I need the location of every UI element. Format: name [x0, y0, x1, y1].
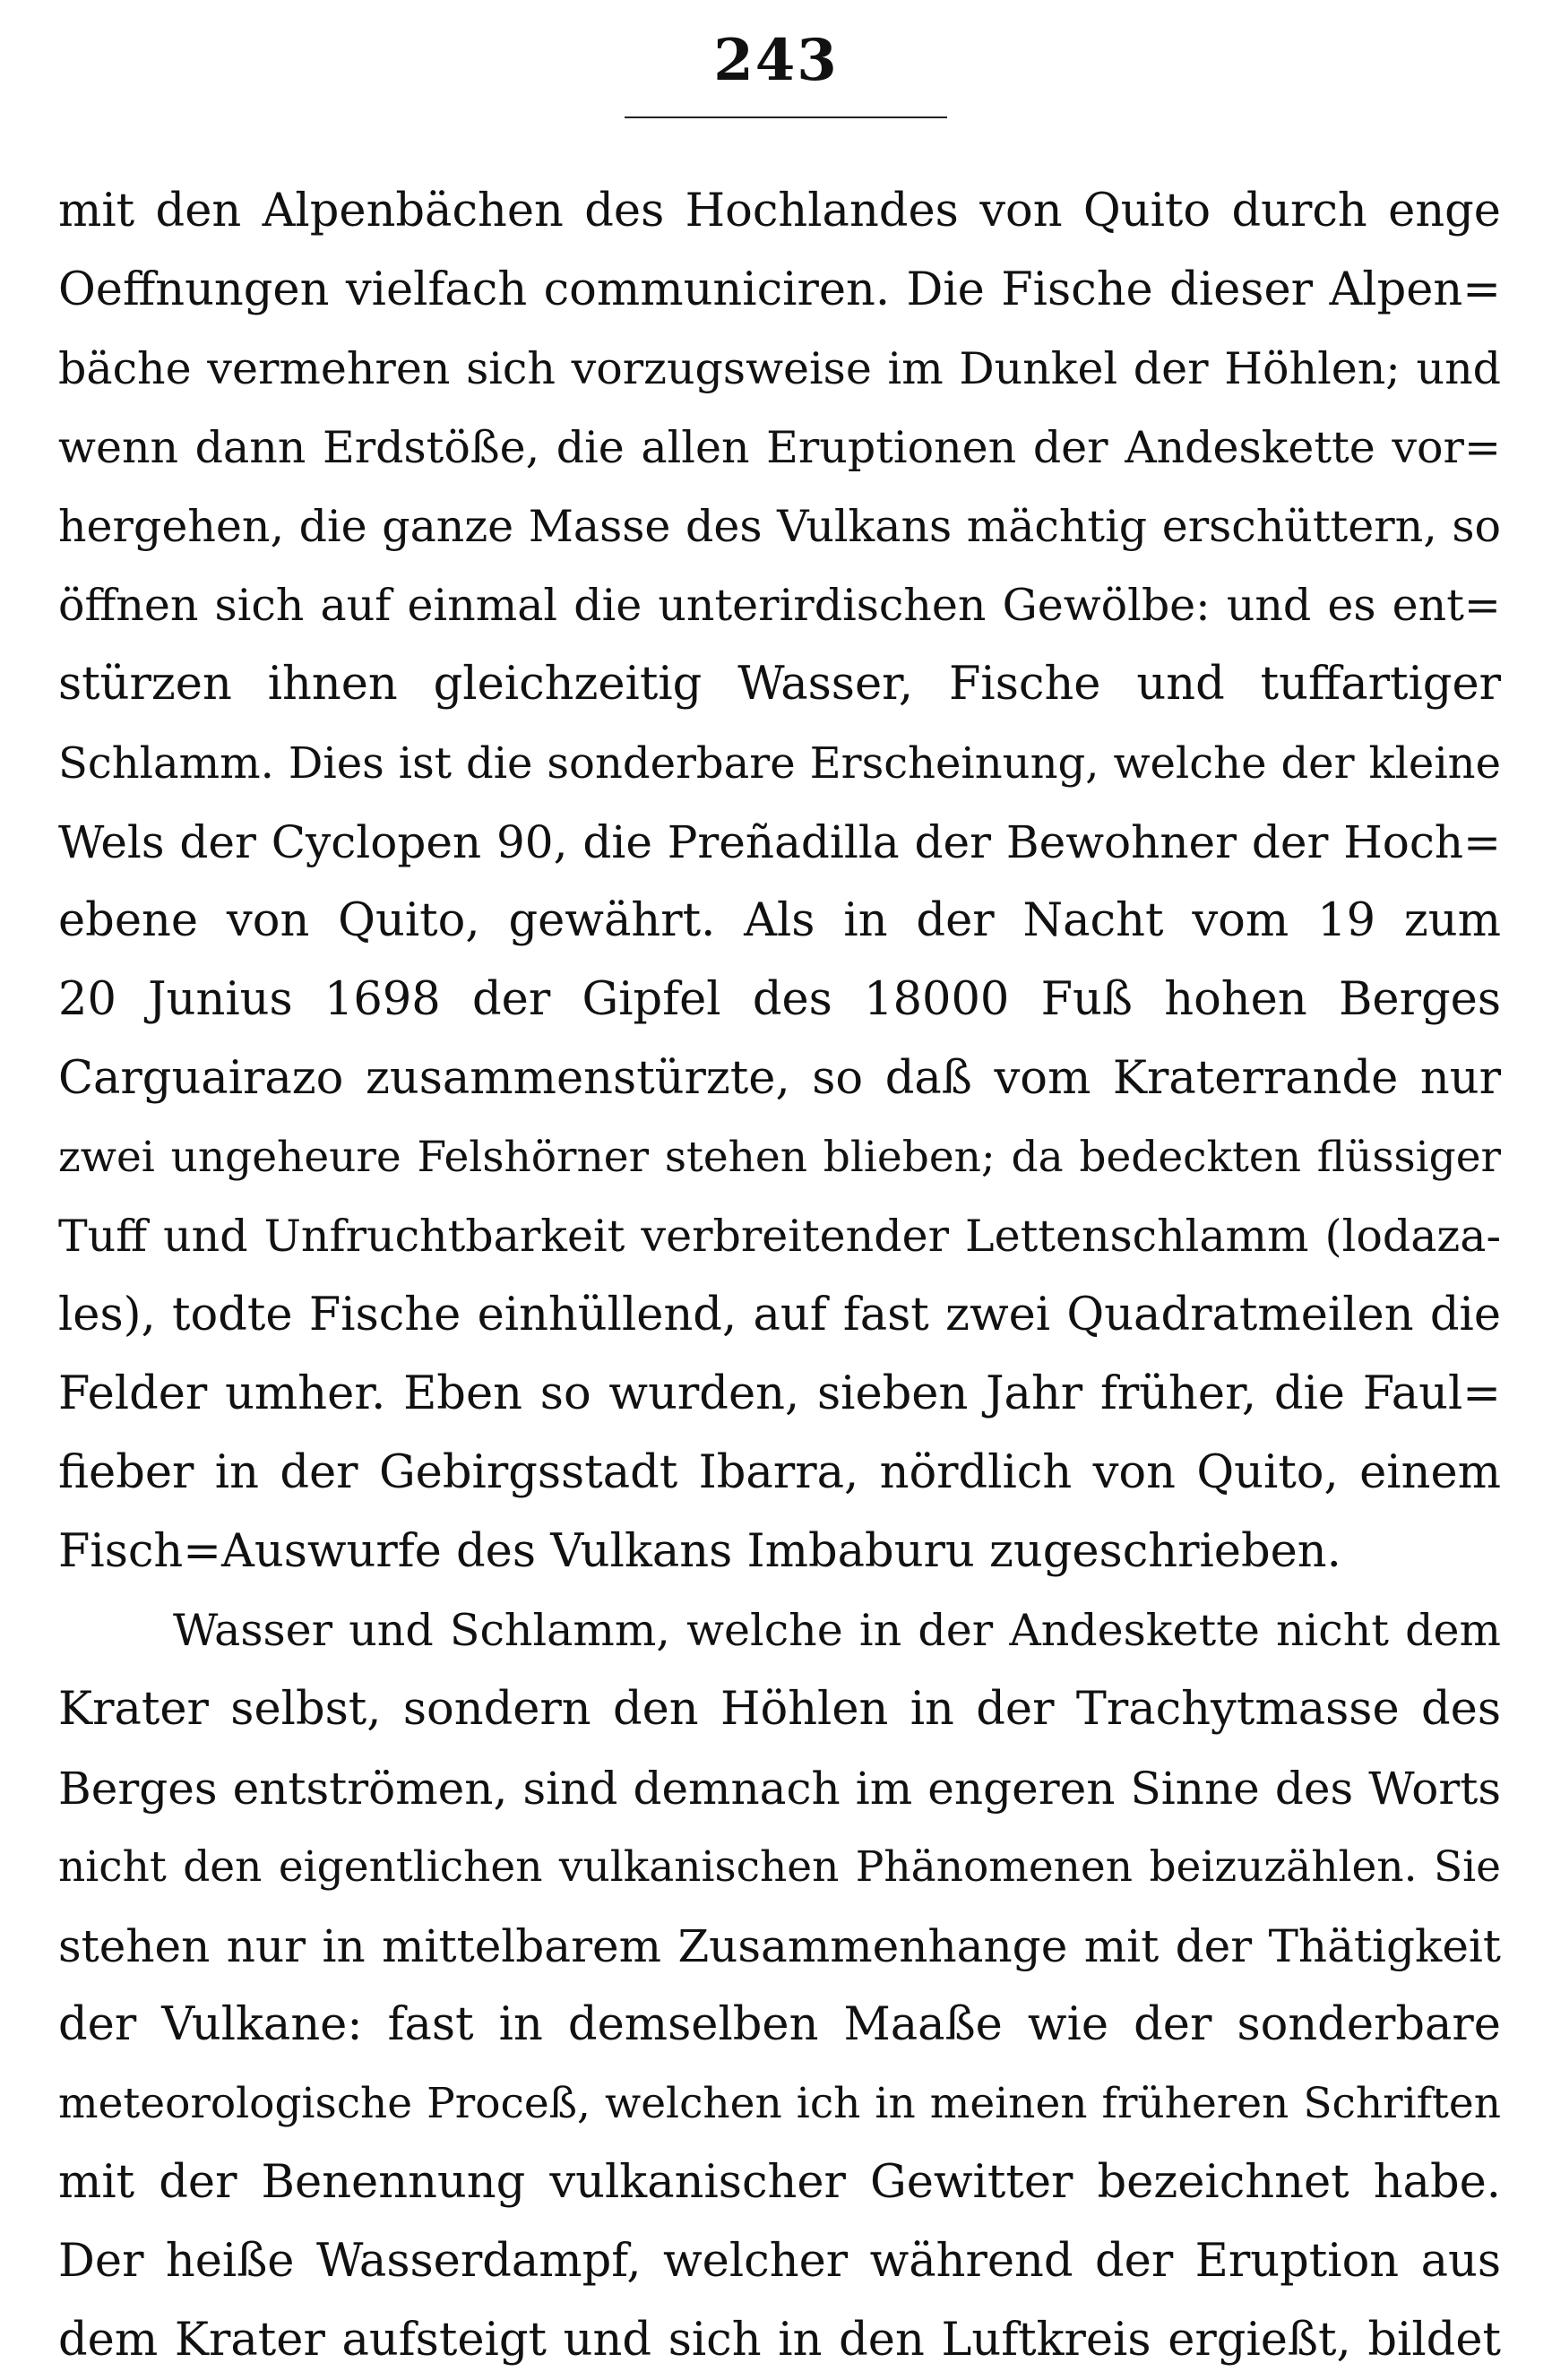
text-line: Oeffnungen vielfach communiciren. Die Fische dieser Alpen= — [58, 263, 1501, 316]
text-line: meteorologische Proceß, welchen ich in meinen früheren Schriften — [58, 2079, 1501, 2128]
text-line: Tuff und Unfruchtbarkeit verbreitender Lettenschlamm (lodaza- — [58, 1211, 1501, 1262]
header-rule — [625, 116, 947, 118]
text-line: hergehen, die ganze Masse des Vulkans mächtig erschüttern, so — [58, 501, 1501, 552]
text-line: mit den Alpenbächen des Hochlandes von Quito durch enge — [58, 185, 1501, 237]
text-line: ebene von Quito, gewährt. Als in der Nacht vom 19 zum — [58, 894, 1501, 947]
text-line: Felder umher. Eben so wurden, sieben Jahr früher, die Faul= — [58, 1367, 1501, 1420]
text-line: Carguairazo zusammenstürzte, so daß vom Kraterrande nur — [58, 1052, 1501, 1105]
text-line: Der heiße Wasserdampf, welcher während der Eruption aus — [58, 2235, 1501, 2288]
text-line: Schlamm. Dies ist die sonderbare Erscheinung, welche der kleine — [58, 738, 1501, 789]
text-line: bäche vermehren sich vorzugsweise im Dunkel der Höhlen; und — [58, 343, 1501, 394]
text-line: Krater selbst, sondern den Höhlen in der Trachytmasse des — [58, 1683, 1501, 1736]
text-line: öffnen sich auf einmal die unterirdischen Gewölbe: und es ent= — [58, 580, 1501, 631]
text-line: 20 Junius 1698 der Gipfel des 18000 Fuß hohen Berges — [58, 973, 1501, 1026]
text-line: dem Krater aufsteigt und sich in den Luftkreis ergießt, bildet — [58, 2314, 1501, 2367]
text-line: zwei ungeheure Felshörner stehen blieben; da bedeckten flüssiger — [58, 1133, 1501, 1182]
text-line: wenn dann Erdstöße, die allen Eruptionen der Andeskette vor= — [58, 422, 1501, 473]
text-line: mit der Benennung vulkanischer Gewitter bezeichnet habe. — [58, 2156, 1501, 2209]
text-line: Wels der Cyclopen 90, die Preñadilla der Bewohner der Hoch= — [58, 816, 1501, 868]
paragraph-end-line: Fisch=Auswurfe des Vulkans Imbaburu zugeschrieben. — [58, 1525, 1341, 1578]
text-line: fieber in der Gebirgsstadt Ibarra, nördlich von Quito, einem — [58, 1446, 1501, 1499]
text-line: stürzen ihnen gleichzeitig Wasser, Fische und tuffartiger — [58, 658, 1501, 711]
text-line: der Vulkane: fast in demselben Maaße wie der sonderbare — [58, 1998, 1501, 2051]
text-line: stehen nur in mittelbarem Zusammenhange mit der Thätigkeit — [58, 1920, 1501, 1972]
body-text — [58, 172, 1501, 2380]
text-line: les), todte Fische einhüllend, auf fast zwei Quadratmeilen die — [58, 1289, 1501, 1341]
text-line: nicht den eigentlichen vulkanischen Phänomenen beizuzählen. Sie — [58, 1842, 1501, 1892]
paragraph-first-line: Wasser und Schlamm, welche in der Andeskette nicht dem — [173, 1605, 1501, 1656]
text-line: Berges entströmen, sind demnach im engeren Sinne des Worts — [58, 1763, 1501, 1815]
page-number: 243 — [713, 27, 839, 94]
